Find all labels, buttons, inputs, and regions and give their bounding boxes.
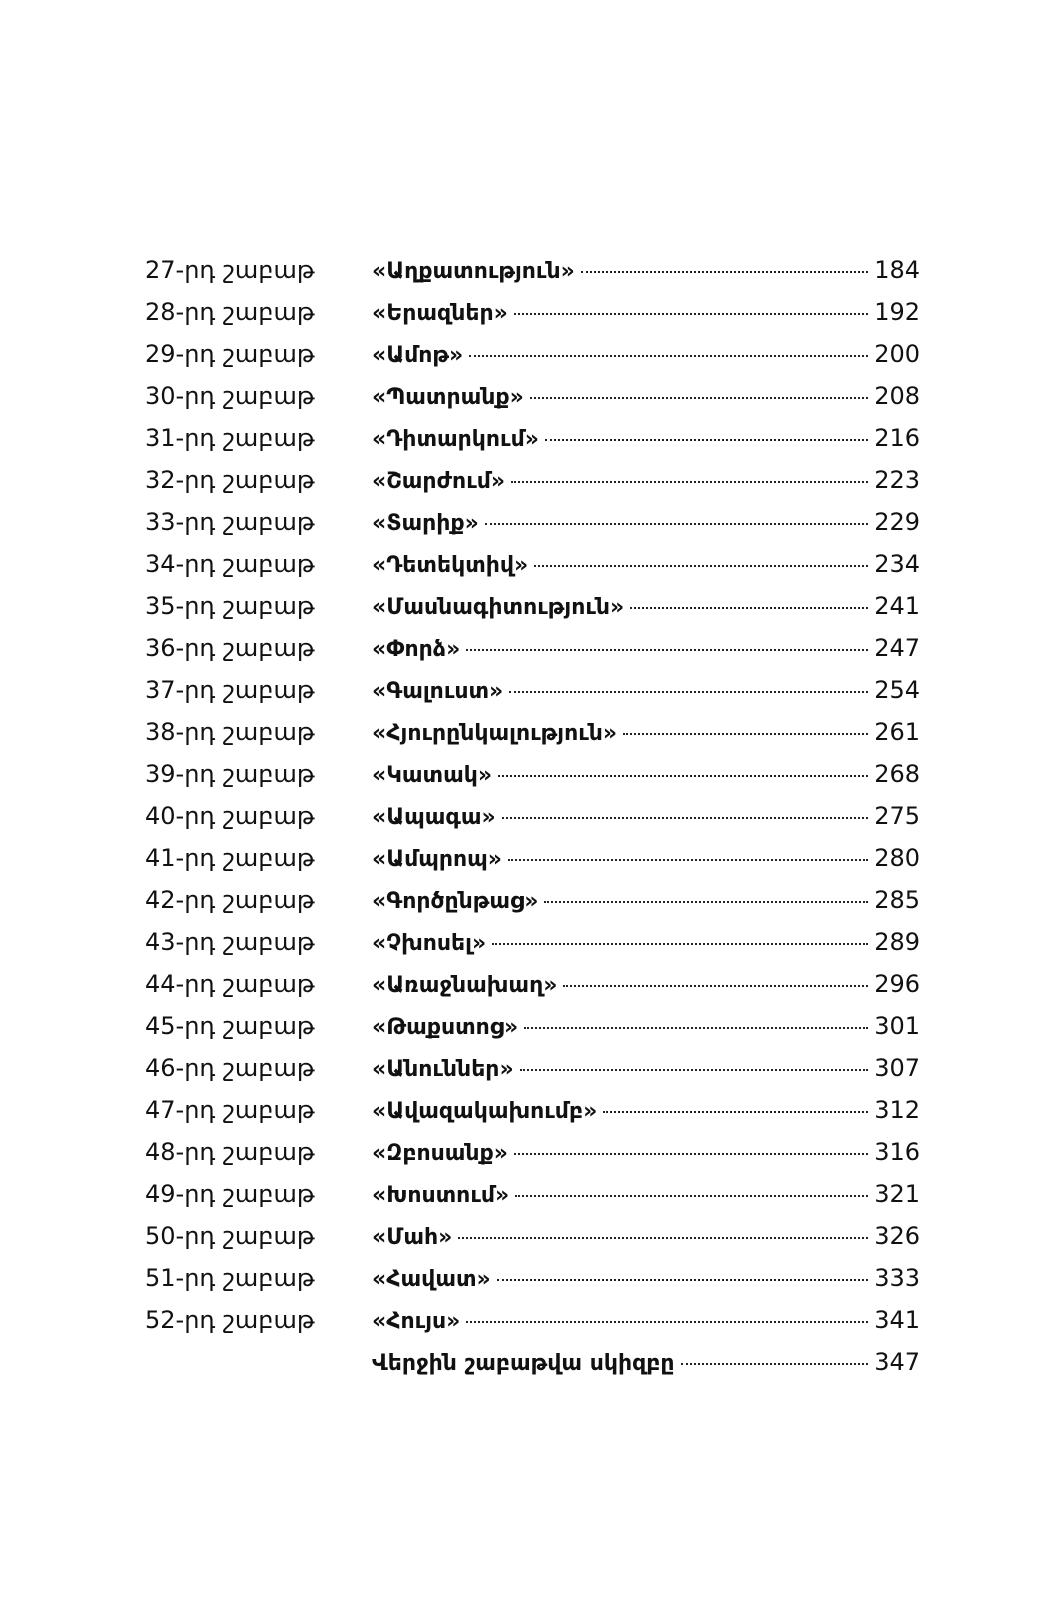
dot-leader <box>492 943 868 945</box>
entry <box>372 760 920 790</box>
chapter-title: «Հյուրընկալություն» <box>372 721 618 746</box>
page-number: 275 <box>874 802 920 830</box>
table-of-contents <box>145 256 920 1390</box>
week-label: 52-րդ շաբաթ <box>145 1306 315 1334</box>
entry <box>372 1222 920 1252</box>
week-label: 27-րդ շաբաթ <box>145 256 315 284</box>
dot-leader <box>514 1153 868 1155</box>
toc-entry[interactable] <box>145 340 920 382</box>
week-label: 46-րդ շաբաթ <box>145 1054 315 1082</box>
week-label: 38-րդ շաբաթ <box>145 718 315 746</box>
toc-entry[interactable] <box>145 298 920 340</box>
dot-leader <box>466 649 868 651</box>
page-number: 341 <box>874 1306 920 1334</box>
dot-leader <box>681 1363 869 1365</box>
chapter-title: «Ավազակախումբ» <box>372 1099 598 1124</box>
chapter-title: «Շարժում» <box>372 469 506 494</box>
dot-leader <box>508 859 868 861</box>
chapter-title: «Ապագա» <box>372 805 496 830</box>
dot-leader <box>469 355 868 357</box>
chapter-title: «Գալուստ» <box>372 679 504 704</box>
dot-leader <box>524 1027 868 1029</box>
week-label: 47-րդ շաբաթ <box>145 1096 315 1124</box>
page-number: 326 <box>874 1222 920 1250</box>
page-number: 301 <box>874 1012 920 1040</box>
entry <box>372 298 920 328</box>
week-label: 31-րդ շաբաթ <box>145 424 315 452</box>
chapter-title: «Առաջնախաղ» <box>372 973 558 998</box>
entry <box>372 844 920 874</box>
entry <box>372 928 920 958</box>
page-number: 234 <box>874 550 920 578</box>
dot-leader <box>485 523 868 525</box>
toc-entry[interactable] <box>145 1054 920 1096</box>
chapter-title: «Փորձ» <box>372 637 461 662</box>
chapter-title: «Զբոսանք» <box>372 1141 508 1166</box>
chapter-title: «Պատրանք» <box>372 385 524 410</box>
toc-entry[interactable] <box>145 466 920 508</box>
toc-entry[interactable] <box>145 550 920 592</box>
page-number: 280 <box>874 844 920 872</box>
week-label: 40-րդ շաբաթ <box>145 802 315 830</box>
entry <box>372 508 920 538</box>
week-label: 36-րդ շաբաթ <box>145 634 315 662</box>
page-number: 208 <box>874 382 920 410</box>
week-label: 34-րդ շաբաթ <box>145 550 315 578</box>
week-label: 32-րդ շաբաթ <box>145 466 315 494</box>
entry <box>372 1012 920 1042</box>
entry <box>372 970 920 1000</box>
dot-leader <box>511 481 868 483</box>
chapter-title: «Անուններ» <box>372 1057 514 1082</box>
dot-leader <box>497 1279 868 1281</box>
week-label: 51-րդ շաբաթ <box>145 1264 315 1292</box>
chapter-title: Վերջին շաբաթվա սկիզբը <box>372 1351 675 1376</box>
chapter-title: «Մահ» <box>372 1225 453 1250</box>
toc-entry[interactable] <box>145 1096 920 1138</box>
page-number: 247 <box>874 634 920 662</box>
page-number: 200 <box>874 340 920 368</box>
toc-entry[interactable] <box>145 424 920 466</box>
chapter-title: «Ամոթ» <box>372 343 464 368</box>
chapter-title: «Չխոսել» <box>372 931 487 956</box>
week-label: 42-րդ շաբաթ <box>145 886 315 914</box>
page-number: 312 <box>874 1096 920 1124</box>
entry <box>372 1054 920 1084</box>
entry <box>372 718 920 748</box>
toc-entry[interactable] <box>145 1264 920 1306</box>
week-label: 44-րդ շաբաթ <box>145 970 315 998</box>
dot-leader <box>544 901 868 903</box>
dot-leader <box>545 439 868 441</box>
entry <box>372 1348 920 1378</box>
chapter-title: «Խոստում» <box>372 1183 510 1208</box>
week-label: 49-րդ շաբաթ <box>145 1180 315 1208</box>
chapter-title: «Հավատ» <box>372 1267 491 1292</box>
toc-entry[interactable] <box>145 592 920 634</box>
week-label: 39-րդ շաբաթ <box>145 760 315 788</box>
chapter-title: «Ամպրոպ» <box>372 847 503 872</box>
page-number: 184 <box>874 256 920 284</box>
toc-entry[interactable] <box>145 1348 920 1390</box>
toc-entry[interactable] <box>145 382 920 424</box>
chapter-title: «Հույս» <box>372 1309 461 1334</box>
dot-leader <box>581 271 868 273</box>
dot-leader <box>502 817 868 819</box>
entry <box>372 676 920 706</box>
chapter-title: «Տարիք» <box>372 511 479 536</box>
toc-entry[interactable] <box>145 1138 920 1180</box>
entry <box>372 466 920 496</box>
week-label: 28-րդ շաբաթ <box>145 298 315 326</box>
entry <box>372 340 920 370</box>
toc-entry[interactable] <box>145 928 920 970</box>
dot-leader <box>563 985 868 987</box>
chapter-title: «Մասնագիտություն» <box>372 595 625 620</box>
dot-leader <box>509 691 868 693</box>
dot-leader <box>603 1111 868 1113</box>
page-number: 296 <box>874 970 920 998</box>
dot-leader <box>623 733 868 735</box>
week-label: 50-րդ շաբաթ <box>145 1222 315 1250</box>
page-number: 321 <box>874 1180 920 1208</box>
page-number: 216 <box>874 424 920 452</box>
week-label: 48-րդ շաբաթ <box>145 1138 315 1166</box>
page-number: 307 <box>874 1054 920 1082</box>
entry <box>372 382 920 412</box>
week-label: 45-րդ շաբաթ <box>145 1012 315 1040</box>
entry <box>372 256 920 286</box>
chapter-title: «Դիտարկում» <box>372 427 539 452</box>
dot-leader <box>515 1195 868 1197</box>
entry <box>372 1306 920 1336</box>
entry <box>372 550 920 580</box>
dot-leader <box>534 565 868 567</box>
page-number: 254 <box>874 676 920 704</box>
page-number: 333 <box>874 1264 920 1292</box>
entry <box>372 1138 920 1168</box>
page-number: 241 <box>874 592 920 620</box>
toc-entry[interactable] <box>145 676 920 718</box>
page-number: 229 <box>874 508 920 536</box>
toc-entry[interactable] <box>145 1306 920 1348</box>
week-label: 43-րդ շաբաթ <box>145 928 315 956</box>
toc-entry[interactable] <box>145 760 920 802</box>
dot-leader <box>514 313 868 315</box>
entry <box>372 592 920 622</box>
toc-entry[interactable] <box>145 886 920 928</box>
chapter-title: «Դետեկտիվ» <box>372 553 529 578</box>
entry <box>372 1180 920 1210</box>
dot-leader <box>630 607 868 609</box>
entry <box>372 802 920 832</box>
chapter-title: «Թաքստոց» <box>372 1015 519 1040</box>
week-label: 41-րդ շաբաթ <box>145 844 315 872</box>
page-number: 223 <box>874 466 920 494</box>
dot-leader <box>520 1069 869 1071</box>
chapter-title: «Կատակ» <box>372 763 493 788</box>
page-number: 289 <box>874 928 920 956</box>
page-number: 347 <box>874 1348 920 1376</box>
week-label: 33-րդ շաբաթ <box>145 508 315 536</box>
chapter-title: «Երազներ» <box>372 301 508 326</box>
week-label: 30-րդ շաբաթ <box>145 382 315 410</box>
entry <box>372 1096 920 1126</box>
toc-entry[interactable] <box>145 1012 920 1054</box>
toc-entry[interactable] <box>145 970 920 1012</box>
week-label: 35-րդ շաբաթ <box>145 592 315 620</box>
page-number: 316 <box>874 1138 920 1166</box>
week-label: 37-րդ շաբաթ <box>145 676 315 704</box>
page-number: 268 <box>874 760 920 788</box>
chapter-title: «Աղքատություն» <box>372 259 575 284</box>
toc-entry[interactable] <box>145 718 920 760</box>
page-number: 261 <box>874 718 920 746</box>
page-number: 192 <box>874 298 920 326</box>
entry <box>372 886 920 916</box>
week-label: 29-րդ շաբաթ <box>145 340 315 368</box>
dot-leader <box>458 1237 868 1239</box>
entry <box>372 424 920 454</box>
toc-entry[interactable] <box>145 1180 920 1222</box>
chapter-title: «Գործընթաց» <box>372 889 539 914</box>
dot-leader <box>498 775 868 777</box>
toc-entry[interactable] <box>145 508 920 550</box>
toc-entry[interactable] <box>145 634 920 676</box>
toc-entry[interactable] <box>145 802 920 844</box>
dot-leader <box>530 397 868 399</box>
toc-entry[interactable] <box>145 1222 920 1264</box>
toc-entry[interactable] <box>145 256 920 298</box>
toc-entry[interactable] <box>145 844 920 886</box>
page-number: 285 <box>874 886 920 914</box>
entry <box>372 1264 920 1294</box>
dot-leader <box>466 1321 868 1323</box>
entry <box>372 634 920 664</box>
